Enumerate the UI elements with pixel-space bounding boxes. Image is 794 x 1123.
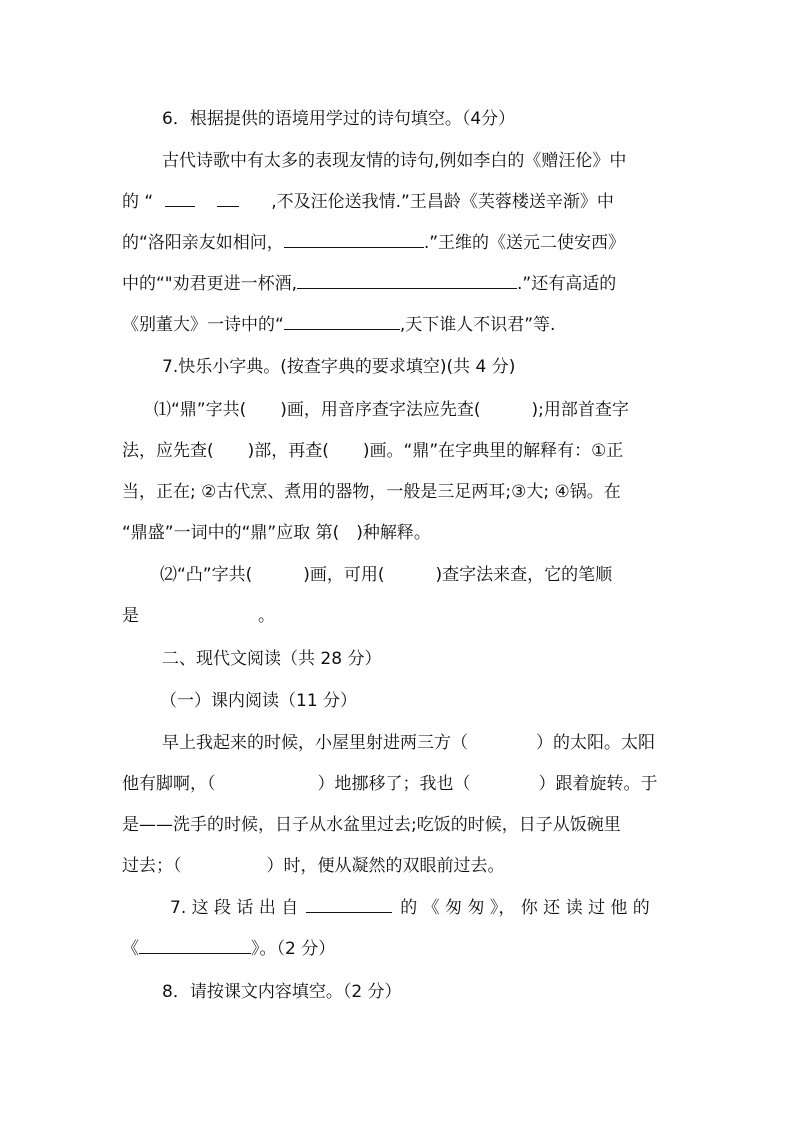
q6-blank-1a[interactable] — [165, 191, 195, 207]
passage-line-1: 早上我起来的时候，小屋里射进两三方（ ）的太阳。太阳 — [162, 733, 655, 753]
q7-reading-line-1 — [170, 897, 674, 919]
q7-reading-line-1-start: 7. 这 段 话 出 自 — [170, 898, 299, 918]
q6-blank-4[interactable] — [284, 314, 400, 330]
q6-title: 6．根据提供的语境用学过的诗句填空。（4分） — [162, 109, 516, 129]
q7-part1-line-1: ⑴“鼎”字共( )画，用音序查字法应先查( );用部首查字 — [154, 400, 629, 420]
q7-reading-line-1-end: 的 《 匆 匆 》， 你 还 读 过 他 的 — [400, 898, 650, 918]
q6-line-4 — [122, 273, 674, 295]
q6-line-5-start: 《别董大》一诗中的“ — [122, 315, 284, 335]
q7-part1-line-4: “鼎盛”一词中的“鼎”应取 第( )种解释。 — [122, 523, 431, 543]
q7-reading-line-2-start: 《 — [122, 939, 139, 959]
q7-part2-line-2: 是 。 — [122, 606, 275, 626]
q6-line-2 — [122, 191, 674, 213]
q7-blank-author[interactable] — [306, 897, 392, 913]
q6-line-5 — [122, 314, 674, 336]
q6-line-5-end: ,天下谁人不识君”等. — [399, 315, 556, 335]
q6-line-4-end: .”还有高适的 — [517, 274, 617, 294]
q6-blank-2[interactable] — [284, 232, 424, 248]
q6-blank-3[interactable] — [297, 273, 517, 289]
section-2-subtitle: （一）课内阅读（11 分） — [160, 691, 358, 711]
q7-part1-line-3: 当，正在; ②古代烹、煮用的器物，一般是三足两耳;③大; ④锅。在 — [122, 482, 621, 502]
q6-line-3-end: .”王维的《送元二使安西》 — [423, 233, 626, 253]
q7-blank-title[interactable] — [139, 938, 251, 954]
q7-reading-line-2 — [122, 938, 674, 960]
q7-part1-line-2: 法，应先查( )部，再查( )画。“鼎”在字典里的解释有：①正 — [122, 441, 624, 461]
q7-part2-line-1: ⑵“凸”字共( )画，可用( )查字法来查，它的笔顺 — [160, 565, 613, 585]
q6-line-2-start: 的 “ — [122, 192, 154, 212]
q6-line-4-start: 中的“"劝君更进一杯酒, — [122, 274, 298, 294]
passage-line-2: 他有脚啊，（ ）地挪移了；我也（ ）跟着旋转。于 — [122, 774, 658, 794]
q6-blank-1b[interactable] — [217, 191, 239, 207]
q6-line-1: 古代诗歌中有太多的表现友情的诗句,例如李白的《赠汪伦》中 — [162, 151, 627, 171]
q7-dictionary-title: 7.快乐小字典。(按查字典的要求填空)(共 4 分) — [162, 357, 516, 377]
q6-line-2-end: ,不及汪伦送我情.”王昌龄《芙蓉楼送辛渐》中 — [271, 192, 614, 212]
section-2-title: 二、现代文阅读（共 28 分） — [162, 649, 382, 669]
q6-line-3-start: 的“洛阳亲友如相问， — [122, 233, 284, 253]
q7-reading-line-2-end: 》。（2 分） — [251, 939, 336, 959]
q6-line-3 — [122, 232, 674, 254]
passage-line-4: 过去；（ ）时，便从凝然的双眼前过去。 — [122, 856, 505, 876]
q8-title: 8．请按课文内容填空。（2 分） — [162, 982, 402, 1002]
passage-line-3: 是——洗手的时候，日子从水盆里过去;吃饭的时候，日子从饭碗里 — [122, 815, 621, 835]
